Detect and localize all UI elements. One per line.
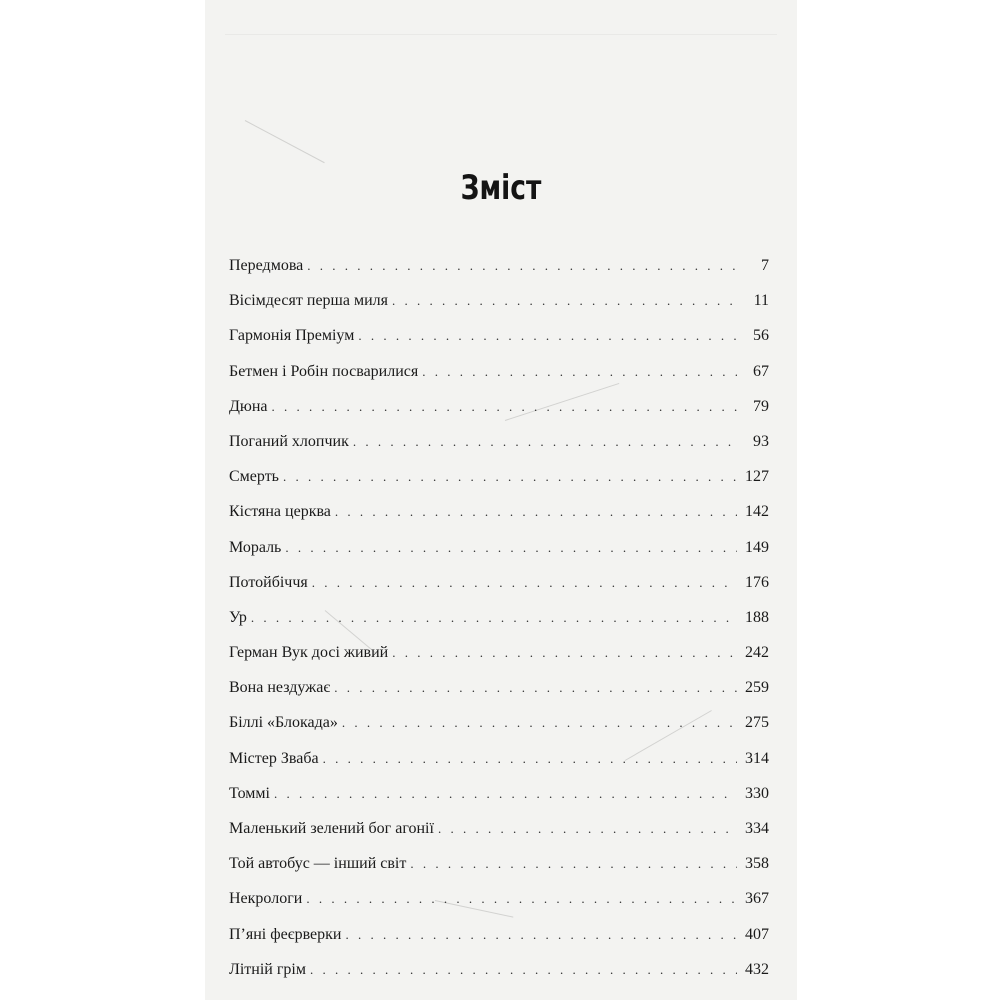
toc-entry — [229, 635, 769, 670]
dot-leader — [335, 494, 737, 529]
dot-leader — [310, 952, 737, 987]
toc-entry — [229, 459, 769, 494]
dot-leader — [251, 600, 737, 635]
book-page — [205, 0, 797, 1000]
toc-entry-title: Смерть — [229, 468, 279, 486]
toc-entry — [229, 565, 769, 600]
toc-entry-page-number: 93 — [753, 432, 769, 450]
dot-leader — [285, 530, 737, 565]
dot-leader — [422, 354, 737, 389]
toc-entry — [229, 354, 769, 389]
table-of-contents — [229, 248, 769, 987]
toc-entry-page-number: 188 — [745, 608, 769, 626]
toc-entry-page-number: 149 — [745, 538, 769, 556]
dot-leader — [307, 248, 737, 283]
toc-entry-page-number: 330 — [745, 784, 769, 802]
dot-leader — [345, 917, 737, 952]
toc-entry-title: Кістяна церква — [229, 503, 331, 521]
dot-leader — [358, 318, 737, 353]
toc-entry — [229, 318, 769, 353]
toc-entry-title: Мораль — [229, 538, 282, 556]
toc-entry-title: Потойбіччя — [229, 573, 308, 591]
toc-entry-title: Некрологи — [229, 890, 303, 908]
toc-entry-page-number: 56 — [753, 327, 769, 345]
toc-entry-page-number: 176 — [745, 573, 769, 591]
toc-entry-title: Герман Вук досі живий — [229, 644, 389, 662]
dot-leader — [438, 811, 737, 846]
toc-entry-page-number: 314 — [745, 749, 769, 767]
toc-entry — [229, 846, 769, 881]
toc-entry — [229, 917, 769, 952]
toc-entry-title: Вона нездужає — [229, 679, 331, 697]
dot-leader — [342, 705, 737, 740]
dot-leader — [274, 776, 737, 811]
dot-leader — [323, 741, 737, 776]
dot-leader — [334, 670, 737, 705]
toc-entry-page-number: 142 — [745, 503, 769, 521]
paper-fiber — [245, 120, 325, 163]
toc-entry-page-number: 67 — [753, 362, 769, 380]
toc-entry-title: Той автобус — інший світ — [229, 855, 407, 873]
toc-entry — [229, 670, 769, 705]
toc-entry-title: Літній грім — [229, 960, 306, 978]
toc-entry-page-number: 79 — [753, 397, 769, 415]
toc-entry-page-number: 242 — [745, 644, 769, 662]
toc-entry-title: Містер Зваба — [229, 749, 319, 767]
toc-entry — [229, 811, 769, 846]
toc-entry-page-number: 7 — [761, 257, 769, 274]
toc-entry-title: Дюна — [229, 397, 268, 415]
dot-leader — [272, 389, 737, 424]
toc-entry-title: Вісімдесят перша миля — [229, 292, 388, 310]
toc-entry-title: Передмова — [229, 257, 304, 274]
toc-entry-title: Поганий хлопчик — [229, 432, 349, 450]
toc-entry-title: Маленький зелений бог агонії — [229, 820, 434, 837]
dot-leader — [312, 565, 737, 600]
dot-leader — [353, 424, 737, 459]
toc-entry — [229, 741, 769, 776]
bleed-through-header — [225, 14, 777, 35]
toc-entry-page-number: 275 — [745, 714, 769, 732]
toc-entry — [229, 248, 769, 283]
toc-entry — [229, 283, 769, 318]
toc-entry-page-number: 432 — [745, 960, 769, 978]
toc-entry — [229, 389, 769, 424]
toc-entry — [229, 776, 769, 811]
toc-entry — [229, 424, 769, 459]
toc-entry-title: П’яні феєрверки — [229, 925, 342, 943]
toc-entry-title: Біллі «Блокада» — [229, 714, 338, 732]
toc-entry-page-number: 11 — [753, 292, 769, 310]
dot-leader — [410, 846, 737, 881]
dot-leader — [283, 459, 737, 494]
toc-entry — [229, 600, 769, 635]
toc-entry-title: Томмі — [229, 784, 270, 802]
dot-leader — [392, 283, 737, 318]
toc-entry — [229, 705, 769, 740]
page-title: Зміст — [460, 168, 542, 208]
toc-entry-title: Бетмен і Робін посварилися — [229, 362, 419, 380]
dot-leader — [392, 635, 737, 670]
dot-leader — [306, 881, 737, 916]
toc-entry — [229, 494, 769, 529]
toc-entry-page-number: 358 — [745, 855, 769, 873]
toc-entry-page-number: 259 — [745, 679, 769, 697]
toc-entry — [229, 530, 769, 565]
toc-entry-page-number: 334 — [745, 820, 769, 837]
toc-entry-page-number: 407 — [745, 925, 769, 943]
toc-entry-page-number: 127 — [745, 468, 769, 486]
toc-entry-title: Гармонія Преміум — [229, 327, 355, 345]
toc-entry-title: Ур — [229, 608, 247, 626]
toc-entry — [229, 952, 769, 987]
toc-entry-page-number: 367 — [745, 890, 769, 908]
toc-entry — [229, 881, 769, 916]
